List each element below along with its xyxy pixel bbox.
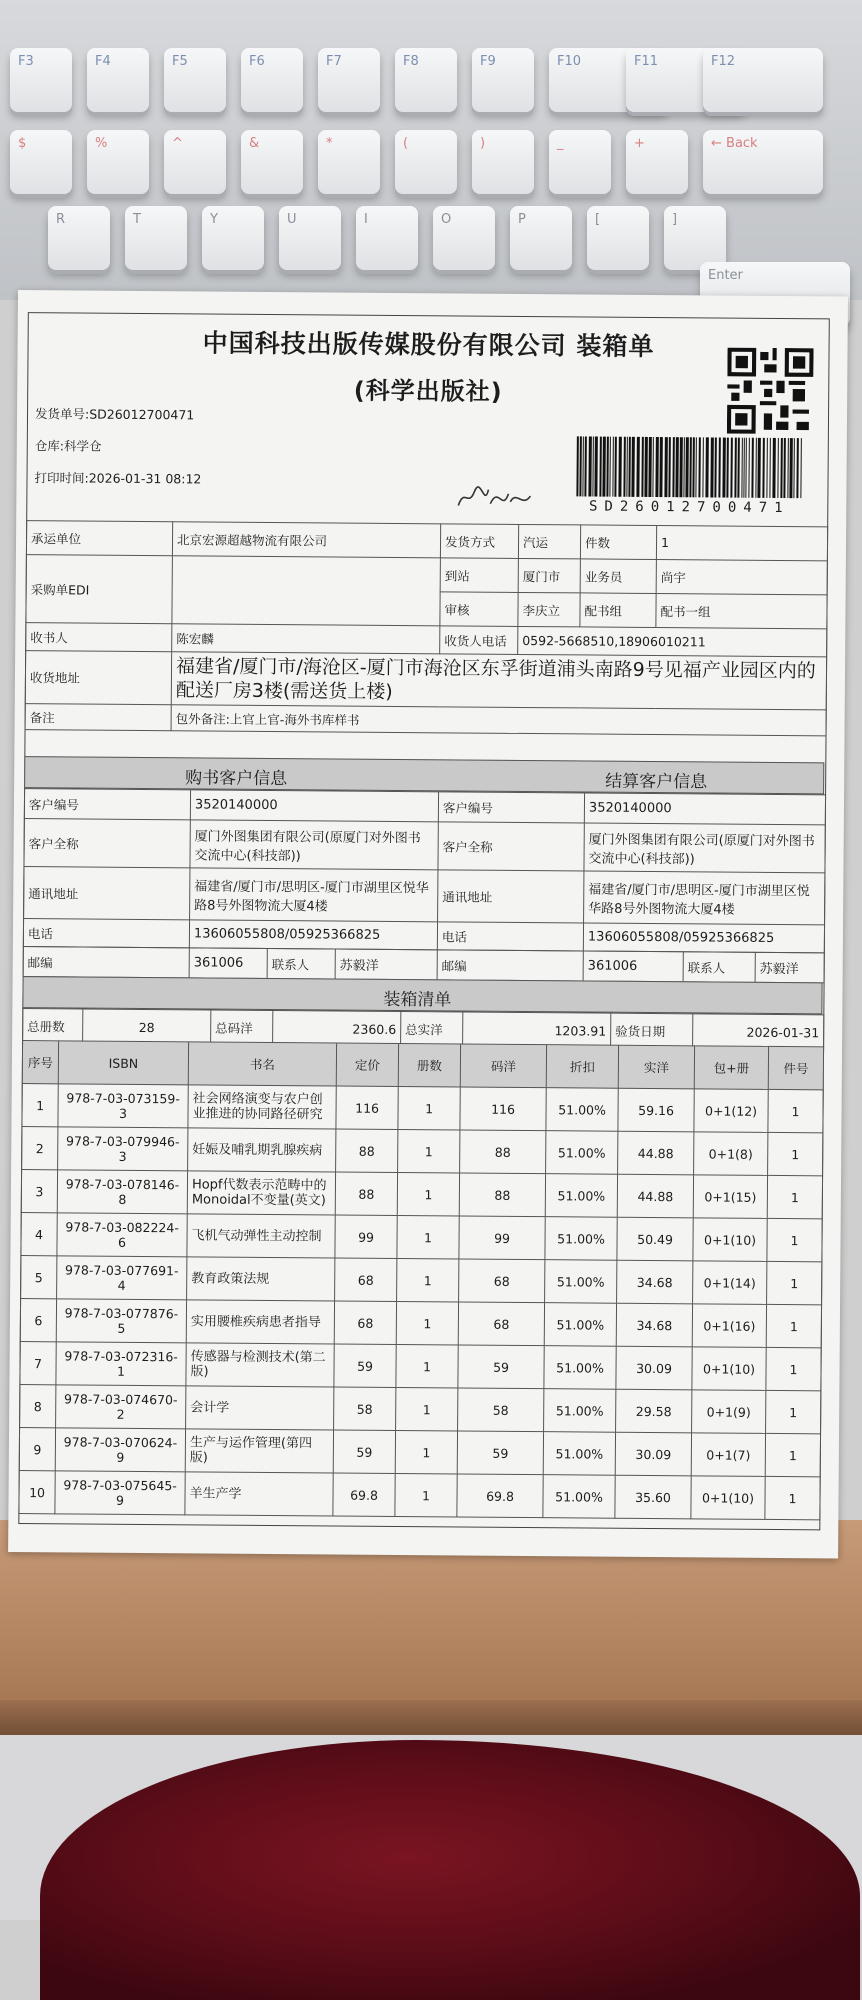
column-header: 码洋 [460,1044,546,1088]
address-label: 收货地址 [25,651,171,705]
table-cell: 30.09 [615,1432,691,1476]
column-header: 序号 [22,1041,58,1084]
table-row [22,1084,823,1133]
table-cell: 88 [459,1173,545,1217]
payer-contact: 苏毅洋 [755,952,824,983]
table-cell: 1 [398,1087,460,1130]
table-cell: 34.68 [616,1303,692,1347]
receiver-label: 收书人 [26,623,172,652]
table-cell: 1 [766,1347,821,1390]
remark: 包外备注:上官上官-海外书库样书 [171,705,826,736]
handwritten-signature [454,477,534,518]
table-cell: 1 [395,1473,457,1516]
order-number-line: 发货单号:SD26012700471 [34,406,195,423]
table-cell: 0+1(10) [693,1218,767,1262]
table-cell: 88 [335,1172,397,1215]
zip-contact-table: 邮编 361006 联系人 苏毅洋 邮编 361006 联系人 苏毅洋 [23,946,825,983]
table-cell: 88 [336,1129,398,1172]
table-cell: 1 [768,1132,823,1175]
table-cell: 51.00% [544,1389,616,1433]
table-cell: 0+1(12) [694,1089,768,1133]
keyboard-key: ) [472,130,534,194]
keyboard-key: I [356,206,418,270]
total-books: 28 [83,1009,211,1045]
ship-method: 汽运 [518,524,580,558]
carrier-label: 承运单位 [26,521,172,556]
table-cell: 1 [398,1130,460,1173]
column-header: ISBN [58,1041,188,1085]
buyer-section-title: 购书客户信息 [185,768,288,790]
keyboard-key: T [125,206,187,270]
table-cell: 3 [21,1170,57,1213]
table-cell: 1 [396,1302,458,1345]
shipping-info-table [25,520,829,736]
pieces-label: 件数 [580,525,656,560]
table-cell: 978-7-03-078146-8 [57,1170,187,1214]
keyboard-key: U [279,206,341,270]
keyboard-key: F12 [703,48,823,112]
delivery-address: 福建省/厦门市/海沧区-厦门市海沧区东孚街道浦头南路9号见福产业园区内的配送厂房3楼(需送货上楼) [171,652,826,710]
table-cell: 978-7-03-077691-4 [57,1256,187,1300]
document-subtitle: (科学出版社) [353,376,503,406]
review-label: 审核 [440,592,518,627]
table-cell: 978-7-03-079946-3 [58,1127,188,1171]
edi-label: 采购单EDI [26,555,173,624]
table-cell: 社会网络演变与农户创业推进的协同路径研究 [188,1085,336,1129]
table-row [20,1299,821,1348]
table-cell: 1 [767,1218,822,1261]
table-cell: 59.16 [618,1088,694,1132]
table-cell: 116 [460,1087,546,1131]
column-header: 件号 [768,1046,823,1089]
table-cell: 51.00% [544,1346,616,1390]
table-row [21,1256,822,1305]
table-cell: 51.00% [545,1217,617,1261]
keyboard-key: & [241,130,303,194]
table-cell: 1 [767,1175,822,1218]
table-cell: 978-7-03-082224-6 [57,1213,187,1257]
keyboard-key: F4 [87,48,149,112]
keyboard-key: F5 [164,48,226,112]
table-cell: 1 [396,1345,458,1388]
table-cell: 7 [20,1342,56,1385]
enter-key: Enter [700,262,850,326]
table-cell: 10 [19,1471,55,1514]
column-header: 包+册 [694,1046,768,1090]
table-cell: 35.60 [615,1475,691,1519]
table-cell: 1 [22,1084,58,1127]
table-cell: 妊娠及哺乳期乳腺疾病 [188,1128,336,1172]
table-cell: 88 [460,1130,546,1174]
table-cell: 6 [20,1299,56,1342]
table-cell: 68 [334,1301,396,1344]
print-time-line: 打印时间:2026-01-31 08:12 [34,470,202,487]
table-cell: 69.8 [457,1474,543,1518]
table-cell: 1 [397,1173,459,1216]
station-label: 到站 [440,558,518,593]
keyboard [0,0,862,300]
table-row [22,1127,823,1176]
check-date: 2026-01-31 [693,1014,824,1050]
table-cell: 978-7-03-077876-5 [56,1299,186,1343]
keyboard-key: F8 [395,48,457,112]
table-cell: 0+1(14) [693,1261,767,1305]
table-cell: 51.00% [545,1174,617,1218]
table-row [20,1385,821,1434]
keyboard-key: % [87,130,149,194]
packing-list-table [18,1040,824,1520]
table-cell: 0+1(8) [694,1132,768,1176]
warehouse: 科学仓 [63,438,102,454]
document-title: 中国科技出版传媒股份有限公司 装箱单 [202,328,655,361]
table-cell: 教育政策法规 [187,1257,335,1301]
table-cell: 2 [22,1127,58,1170]
table-cell: 68 [458,1302,544,1346]
keyboard-key: F7 [318,48,380,112]
payer-address: 福建省/厦门市/思明区-厦门市湖里区悦华路8号外图物流大厦4楼 [584,871,825,925]
buyer-zip: 361006 [189,948,267,979]
table-cell: 9 [19,1428,55,1471]
table-row [19,1428,820,1477]
table-cell: 1 [765,1476,820,1519]
keyboard-key: Y [202,206,264,270]
column-header: 书名 [188,1042,336,1086]
reviewer: 李庆立 [518,592,580,626]
table-cell: 1 [396,1388,458,1431]
table-cell: 29.58 [616,1389,692,1433]
payer-phone: 13606055808/05925366825 [583,923,824,953]
print-time: 2026-01-31 08:12 [88,470,202,487]
keyboard-key: * [318,130,380,194]
table-cell: 58 [458,1388,544,1432]
buyer-id: 3520140000 [190,790,438,822]
buyer-name: 厦门外图集团有限公司(原厦门对外图书交流中心(科技部)) [190,820,438,870]
table-cell: 实用腰椎疾病患者指导 [186,1300,334,1344]
keyboard-key: O [433,206,495,270]
packing-summary-table: 总册数 28 总码洋 2360.6 总实洋 1203.91 验货日期 2026-01-31 [22,1008,824,1050]
barcode-number: SD26012700471 [588,498,790,517]
table-cell: 59 [334,1344,396,1387]
table-cell: 51.00% [543,1432,615,1476]
keyboard-key: F11 [626,48,746,112]
keyboard-key: F3 [10,48,72,112]
table-cell: 51.00% [546,1131,618,1175]
table-cell: 978-7-03-073159-3 [58,1084,188,1128]
table-cell: 50.49 [617,1217,693,1261]
table-cell: 34.68 [617,1260,693,1304]
table-cell: 30.09 [616,1346,692,1390]
table-cell: 59 [333,1430,395,1473]
order-number: SD26012700471 [89,406,195,423]
table-cell: 978-7-03-075645-9 [55,1471,185,1515]
table-cell: 68 [459,1259,545,1303]
table-row [21,1213,822,1262]
receiver-phone-label: 收货人电话 [440,626,518,655]
keyboard-key: [ [587,206,649,270]
barcode-icon [574,434,804,500]
keyboard-key: R [48,206,110,270]
carrier: 北京宏源超越物流有限公司 [172,522,440,558]
table-cell: 1 [766,1390,821,1433]
column-header: 折扣 [546,1045,618,1089]
table-row [21,1170,822,1219]
table-cell: 99 [459,1216,545,1260]
keyboard-key: _ [549,130,611,194]
receiver: 陈宏麟 [172,624,440,654]
buyer-contact: 苏毅洋 [335,949,437,980]
table-cell: 59 [457,1431,543,1475]
table-cell: 0+1(16) [692,1304,766,1348]
keyboard-key: $ [10,130,72,194]
table-cell: 1 [767,1261,822,1304]
table-cell: 51.00% [544,1303,616,1347]
table-edge [0,1700,862,1740]
table-cell: 51.00% [546,1088,618,1132]
table-cell: Hopf代数表示范畴中的Monoidal不变量(英文) [187,1171,335,1215]
table-cell: 69.8 [333,1473,395,1516]
keyboard-key: ← Back [703,130,823,194]
table-cell: 1 [395,1431,457,1474]
table-cell: 羊生产学 [185,1472,333,1516]
column-header: 定价 [336,1043,398,1086]
buyer-phone: 13606055808/05925366825 [189,920,437,950]
receiver-phone: 0592-5668510,18906010211 [518,626,827,656]
group-label: 配书组 [580,593,656,628]
table-cell: 59 [458,1345,544,1389]
table-cell: 44.88 [618,1131,694,1175]
remark-label: 备注 [25,704,171,731]
keyboard-key: ^ [164,130,226,194]
table-cell: 978-7-03-074670-2 [56,1385,186,1429]
table-cell: 116 [336,1086,398,1129]
salesman: 尚宇 [656,560,827,595]
table-cell: 1 [768,1089,823,1132]
payer-zip: 361006 [583,951,683,982]
column-header: 册数 [398,1044,460,1087]
table-cell: 0+1(15) [693,1175,767,1219]
table-cell: 58 [334,1387,396,1430]
keyboard-key: + [626,130,688,194]
table-cell: 978-7-03-070624-9 [55,1428,185,1472]
table-row [19,1471,820,1520]
keyboard-key: F6 [241,48,303,112]
packing-slip [27,312,830,1508]
keyboard-key: F10 [549,48,669,112]
table-cell: 生产与运作管理(第四版) [185,1429,333,1473]
keyboard-key: ( [395,130,457,194]
payer-section-title: 结算客户信息 [605,771,708,793]
qr-code-icon [727,348,814,435]
payer-id: 3520140000 [584,793,825,825]
table-row [20,1342,821,1391]
table-cell: 4 [21,1213,57,1256]
table-cell: 1 [397,1216,459,1259]
table-cell: 978-7-03-072316-1 [56,1342,186,1386]
payer-name: 厦门外图集团有限公司(原厦门对外图书交流中心(科技部)) [584,823,825,873]
table-cell: 0+1(7) [691,1433,765,1477]
table-cell: 1 [765,1433,820,1476]
keyboard-key: F9 [472,48,534,112]
ship-method-label: 发货方式 [440,524,518,559]
table-cell: 68 [335,1258,397,1301]
table-cell: 0+1(10) [692,1347,766,1391]
packing-list-title: 装箱清单 [383,989,452,1011]
pieces: 1 [656,526,827,561]
salesman-label: 业务员 [580,559,656,594]
packing-slip-paper [8,290,848,1558]
table-cell: 传感器与检测技术(第二版) [186,1343,334,1387]
warehouse-line: 仓库:科学仓 [34,438,102,454]
edi-value [172,556,441,626]
table-cell: 51.00% [545,1260,617,1304]
table-cell: 44.88 [617,1174,693,1218]
table-cell: 5 [21,1256,57,1299]
keyboard-key: P [510,206,572,270]
group: 配书一组 [656,594,827,629]
table-cell: 会计学 [186,1386,334,1430]
table-cell: 1 [766,1304,821,1347]
table-cell: 51.00% [543,1475,615,1519]
buyer-address: 福建省/厦门市/思明区-厦门市湖里区悦华路8号外图物流大厦4楼 [190,868,438,922]
total-list-price: 2360.6 [273,1011,401,1047]
table-cell: 1 [397,1259,459,1302]
customer-info-table: 客户编号 3520140000 客户编号 3520140000 客户全称 厦门外图集团有限公司(原厦门对外图书交流中心(科技部)) 客户全称 厦门外图集团有限公司(原厦门对外图书交流中心(科技部)) 通讯地址 福建省/厦门市/思明区-厦门市湖里区悦华路8号外图物流大厦4楼 通讯地址 福建省/厦门市/思明区-厦门市湖里区悦华路8号外图物流大厦4楼 电话 13606055808/05925366825 电话 13606055808/05925366825 [23,788,826,953]
column-header: 实洋 [618,1045,694,1089]
table-cell: 99 [335,1215,397,1258]
table-cell: 0+1(9) [692,1390,766,1434]
table-cell: 飞机气动弹性主动控制 [187,1214,335,1258]
table-cell: 8 [20,1385,56,1428]
table-cell: 0+1(10) [691,1476,765,1520]
keyboard-key: ] [664,206,726,270]
station: 厦门市 [518,558,580,592]
total-actual-price: 1203.91 [463,1012,611,1048]
